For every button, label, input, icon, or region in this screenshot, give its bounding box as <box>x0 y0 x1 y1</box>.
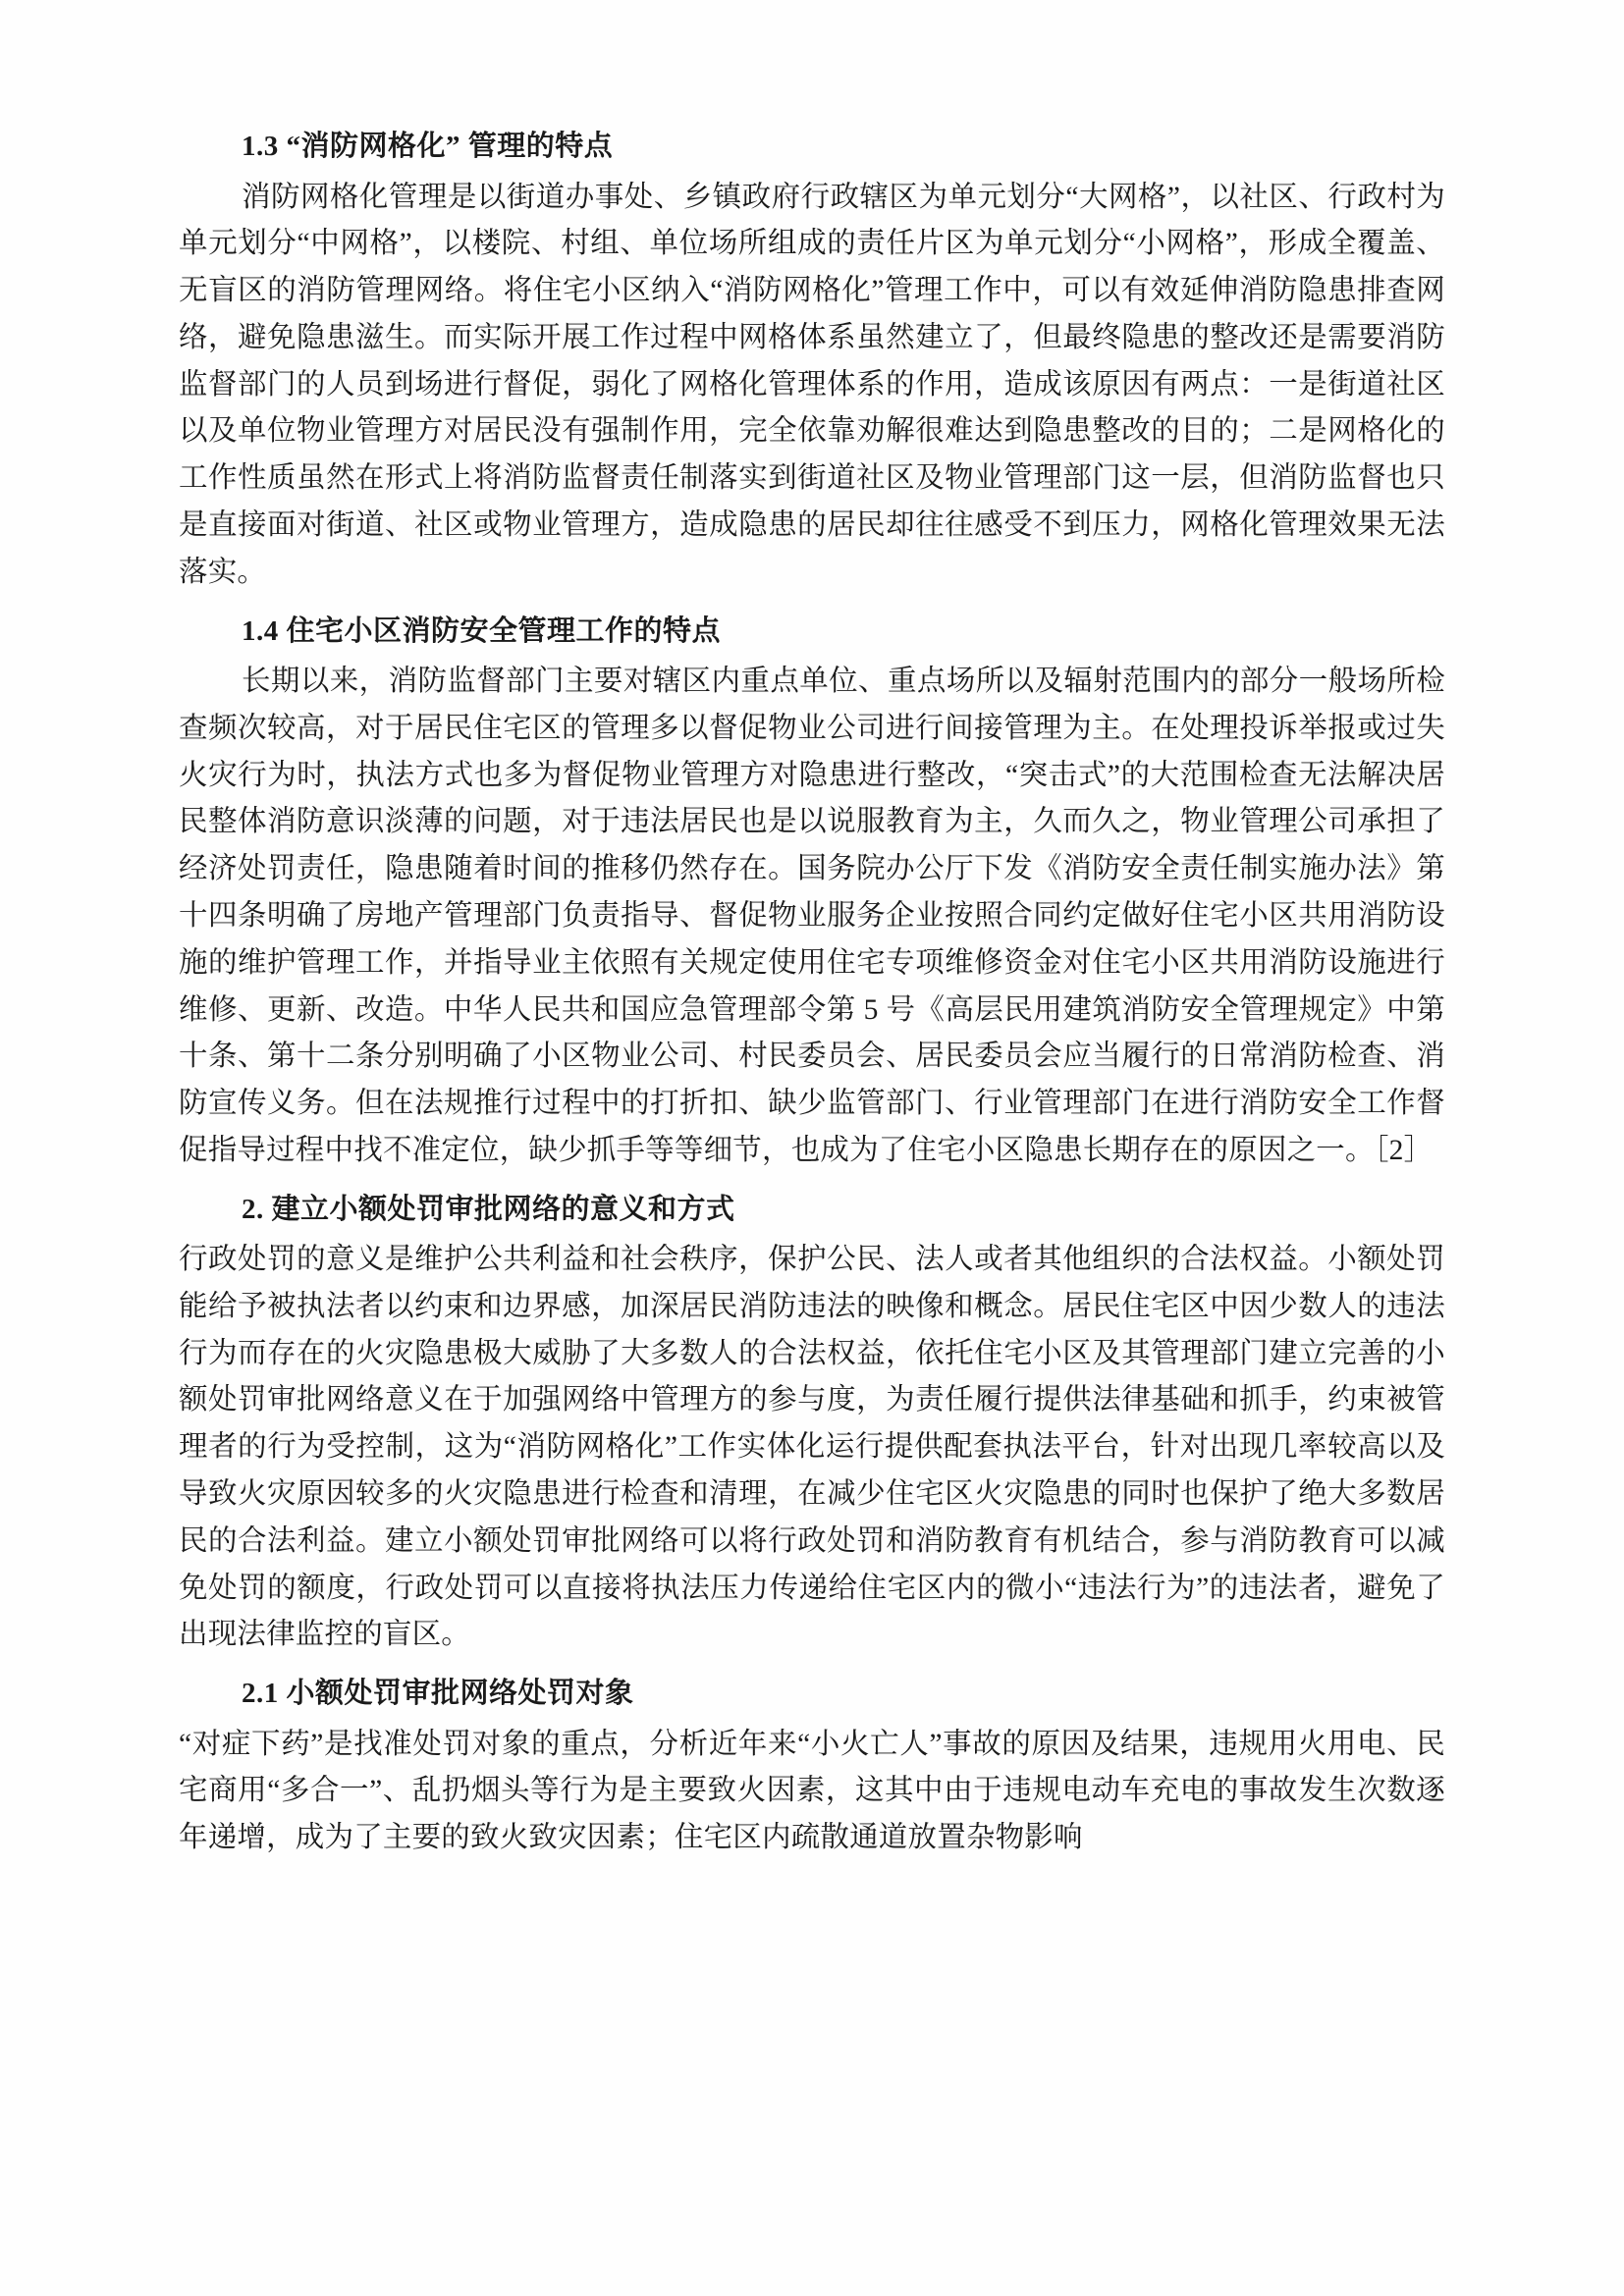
document-body <box>179 126 1445 1862</box>
section-heading-1-3: 1.3 “消防网格化” 管理的特点 <box>242 131 614 162</box>
paragraph-2-1-1: “对症下药”是找准处罚对象的重点，分析近年来“小火亡人”事故的原因及结果，违规用火用电、民宅商用“多合一”、乱扔烟头等行为是主要致火因素，这其中由于违规电动车充电的事故发生次数逐年递增，成为了主要的致火致灾因素；住宅区内疏散通道放置杂物影响 <box>179 1728 1445 1854</box>
section-heading-2: 2. 建立小额处罚审批网络的意义和方式 <box>242 1193 735 1225</box>
section-heading-1-4: 1.4 住宅小区消防安全管理工作的特点 <box>242 614 722 647</box>
paragraph-2-1: 行政处罚的意义是维护公共利益和社会秩序，保护公民、法人或者其他组织的合法权益。小额处罚能给予被执法者以约束和边界感，加深居民消防违法的映像和概念。居民住宅区中因少数人的违法行为而存在的火灾隐患极大威胁了大多数人的合法权益，依托住宅小区及其管理部门建立完善的小额处罚审批网络意义在于加强网络中管理方的参与度，为责任履行提供法律基础和抓手，约束被管理者的行为受控制，这为“消防网格化”工作实体化运行提供配套执法平台，针对出现几率较高以及导致火灾原因较多的火灾隐患进行检查和清理，在减少住宅区火灾隐患的同时也保护了绝大多数居民的合法利益。建立小额处罚审批网络可以将行政处罚和消防教育有机结合，参与消防教育可以减免处罚的额度，行政处罚可以直接将执法压力传递给住宅区内的微小“违法行为”的违法者，避免了出现法律监控的盲区。 <box>179 1244 1445 1651</box>
paragraph-1-4-1: 长期以来，消防监督部门主要对辖区内重点单位、重点场所以及辐射范围内的部分一般场所检查频次较高，对于居民住宅区的管理多以督促物业公司进行间接管理为主。在处理投诉举报或过失火灾行为时，执法方式也多为督促物业管理方对隐患进行整改，“突击式”的大范围检查无法解决居民整体消防意识淡薄的问题，对于违法居民也是以说服教育为主，久而久之，物业管理公司承担了经济处罚责任，隐患随着时间的推移仍然存在。国务院办公厅下发《消防安全责任制实施办法》第十四条明确了房地产管理部门负责指导、督促物业服务企业按照合同约定做好住宅小区共用消防设施的维护管理工作，并指导业主依照有关规定使用住宅专项维修资金对住宅小区共用消防设施进行维修、更新、改造。中华人民共和国应急管理部令第 5 号《高层民用建筑消防安全管理规定》中第十条、第十二条分别明确了小区物业公司、村民委员会、居民委员会应当履行的日常消防检查、消防宣传义务。但在法规推行过程中的打折扣、缺少监管部门、行业管理部门在进行消防安全工作督促指导过程中找不准定位，缺少抓手等等细节，也成为了住宅小区隐患长期存在的原因之一。［2］ <box>179 666 1445 1166</box>
section-heading-2-1: 2.1 小额处罚审批网络处罚对象 <box>242 1678 634 1710</box>
paragraph-1-3-1: 消防网格化管理是以街道办事处、乡镇政府行政辖区为单元划分“大网格”，以社区、行政村为单元划分“中网格”，以楼院、村组、单位场所组成的责任片区为单元划分“小网格”，形成全覆盖、无盲区的消防管理网络。将住宅小区纳入“消防网格化”管理工作中，可以有效延伸消防隐患排查网络，避免隐患滋生。而实际开展工作过程中网格体系虽然建立了，但最终隐患的整改还是需要消防监督部门的人员到场进行督促，弱化了网格化管理体系的作用，造成该原因有两点：一是街道社区以及单位物业管理方对居民没有强制作用，完全依靠劝解很难达到隐患整改的目的；二是网格化的工作性质虽然在形式上将消防监督责任制落实到街道社区及物业管理部门这一层，但消防监督也只是直接面对街道、社区或物业管理方，造成隐患的居民却往往感受不到压力，网格化管理效果无法落实。 <box>179 181 1445 588</box>
